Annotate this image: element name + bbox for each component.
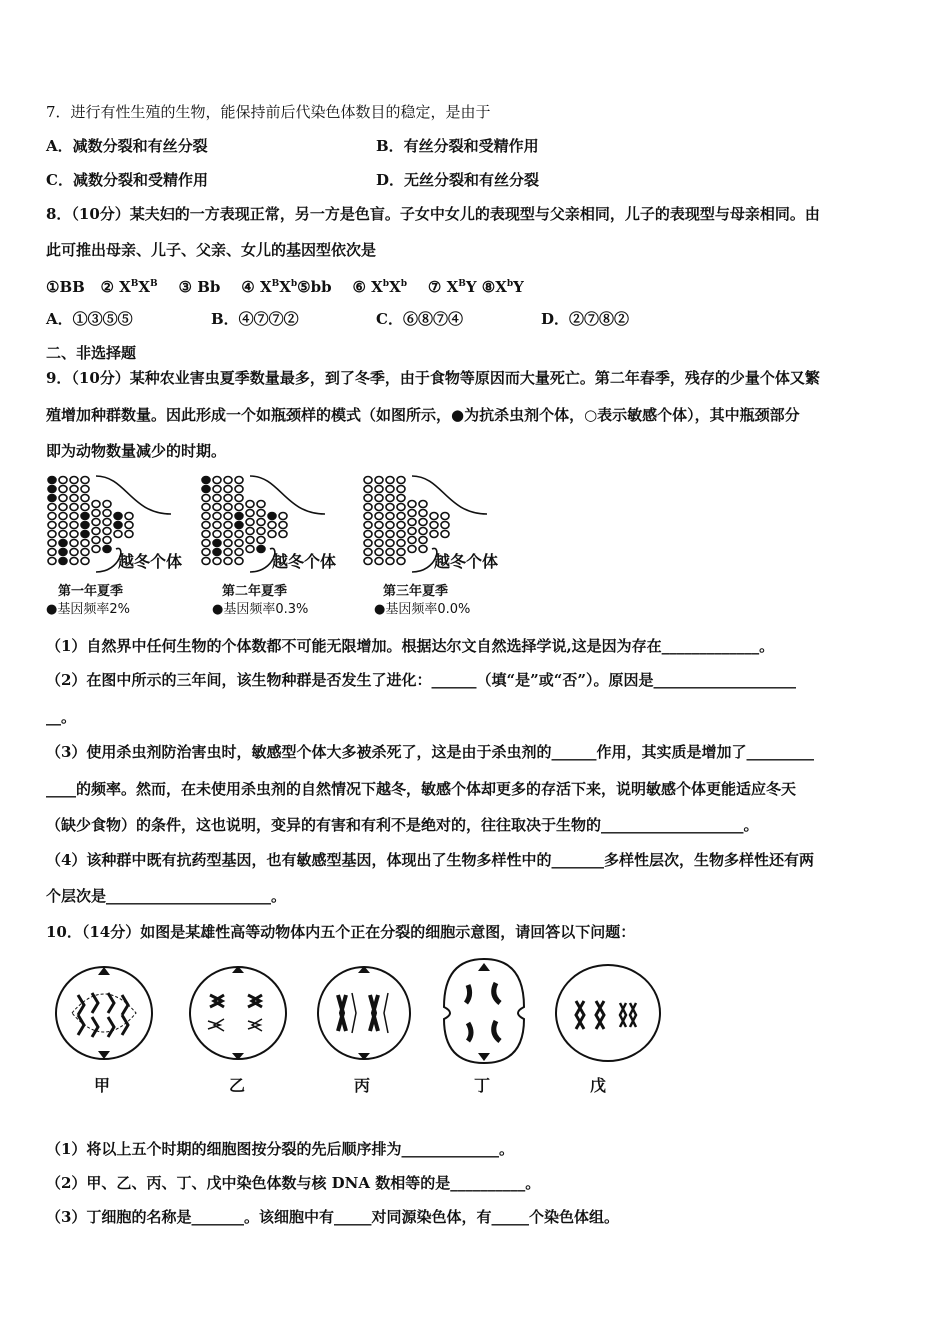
- individual-dot: [364, 513, 372, 520]
- individual-dot: [81, 477, 89, 484]
- individual-dot: [364, 486, 372, 493]
- winter-label-2: 越冬个体: [272, 552, 337, 571]
- individual-dot: [224, 558, 232, 565]
- individual-dot: [430, 522, 438, 529]
- genotype-2: ② $X^BX^B$: [100, 278, 158, 296]
- individual-dot: [397, 558, 405, 565]
- individual-dot: [213, 495, 221, 502]
- individual-dot: [419, 510, 427, 517]
- individual-dot: [103, 519, 111, 526]
- individual-dot: [375, 522, 383, 529]
- individual-dot: [397, 540, 405, 547]
- individual-dot: [213, 477, 221, 484]
- individual-dot: [224, 531, 232, 538]
- individual-dot: [70, 522, 78, 529]
- individual-dot: [268, 522, 276, 529]
- q9-stem-2: 殖增加种群数量。因此形成一个如瓶颈样的模式（如图所示，●为抗杀虫剂个体，○表示敏感个体），其中瓶颈部分: [46, 406, 800, 424]
- panel-title-1: 第一年夏季: [58, 584, 124, 599]
- individual-dot: [125, 513, 133, 520]
- individual-dot: [257, 519, 265, 526]
- individual-dot: [81, 486, 89, 493]
- individual-dot: [246, 546, 254, 553]
- cell-ding: [444, 959, 524, 1063]
- q8-option-d: D．②⑦⑧②: [541, 310, 630, 328]
- individual-dot: [81, 558, 89, 565]
- individual-dot: [59, 531, 67, 538]
- individual-dot: [397, 513, 405, 520]
- cell-division-diagrams: [48, 955, 688, 1065]
- individual-dot: [441, 513, 449, 520]
- individual-dot: [114, 513, 122, 520]
- individual-dot: [114, 522, 122, 529]
- individual-dot: [397, 495, 405, 502]
- individual-dot: [397, 504, 405, 511]
- individual-dot: [59, 486, 67, 493]
- q7-stem: 7．进行有性生殖的生物，能保持前后代染色体数目的稳定，是由于: [46, 103, 491, 121]
- individual-dot: [397, 486, 405, 493]
- individual-dot: [375, 477, 383, 484]
- individual-dot: [59, 513, 67, 520]
- individual-dot: [408, 519, 416, 526]
- individual-dot: [202, 504, 210, 511]
- winter-label-1: 越冬个体: [118, 552, 183, 571]
- cell-label-jia: 甲: [94, 1076, 111, 1095]
- q9-part-4b: 个层次是______________________。: [46, 887, 287, 905]
- individual-dot: [70, 504, 78, 511]
- individual-dot: [375, 513, 383, 520]
- cell-label-ding: 丁: [474, 1076, 491, 1095]
- individual-dot: [257, 537, 265, 544]
- individual-dot: [59, 549, 67, 556]
- individual-dot: [441, 531, 449, 538]
- individual-dot: [375, 504, 383, 511]
- individual-dot: [386, 495, 394, 502]
- individual-dot: [59, 495, 67, 502]
- individual-dot: [257, 528, 265, 535]
- individual-dot: [202, 558, 210, 565]
- individual-dot: [92, 537, 100, 544]
- cell-label-bing: 丙: [354, 1076, 371, 1095]
- individual-dot: [386, 522, 394, 529]
- cell-bing: [318, 966, 410, 1060]
- panel-freq-3: ●基因频率0.0%: [374, 602, 471, 617]
- individual-dot: [92, 546, 100, 553]
- individual-dot: [386, 558, 394, 565]
- individual-dot: [92, 519, 100, 526]
- individual-dot: [375, 558, 383, 565]
- q8-stem-1: 8．（10分）某夫妇的一方表现正常，另一方是色盲。子女中女儿的表现型与父亲相同，儿子的表现型与母亲相同。由: [46, 205, 820, 223]
- individual-dot: [408, 546, 416, 553]
- individual-dot: [48, 477, 56, 484]
- individual-dot: [408, 528, 416, 535]
- individual-dot: [103, 528, 111, 535]
- individual-dot: [364, 540, 372, 547]
- individual-dot: [235, 477, 243, 484]
- individual-dot: [114, 531, 122, 538]
- genotype-3: ③ Bb: [178, 278, 221, 296]
- individual-dot: [375, 540, 383, 547]
- individual-dot: [408, 510, 416, 517]
- individual-dot: [213, 504, 221, 511]
- q9-part-2b: __。: [46, 708, 77, 726]
- individual-dot: [92, 501, 100, 508]
- individual-dot: [419, 501, 427, 508]
- individual-dot: [235, 540, 243, 547]
- individual-dot: [235, 504, 243, 511]
- individual-dot: [246, 519, 254, 526]
- individual-dot: [235, 549, 243, 556]
- individual-dot: [81, 549, 89, 556]
- individual-dot: [257, 510, 265, 517]
- individual-dot: [246, 510, 254, 517]
- individual-dot: [375, 495, 383, 502]
- individual-dot: [92, 528, 100, 535]
- panel-freq-2: ●基因频率0.3%: [212, 602, 309, 617]
- section-heading: 二、非选择题: [46, 344, 137, 362]
- individual-dot: [397, 531, 405, 538]
- individual-dot: [386, 504, 394, 511]
- individual-dot: [235, 495, 243, 502]
- individual-dot: [441, 522, 449, 529]
- individual-dot: [202, 477, 210, 484]
- individual-dot: [386, 531, 394, 538]
- individual-dot: [48, 531, 56, 538]
- individual-dot: [224, 522, 232, 529]
- individual-dot: [408, 537, 416, 544]
- q10-part-3: （3）丁细胞的名称是_______。该细胞中有_____对同源染色体，有_____个染色体组。: [46, 1208, 619, 1226]
- individual-dot: [70, 486, 78, 493]
- individual-dot: [224, 540, 232, 547]
- individual-dot: [70, 495, 78, 502]
- cell-jia: [56, 967, 152, 1059]
- genotype-4-5: ④ $X^BX^b⑤bb$: [241, 278, 332, 296]
- individual-dot: [202, 522, 210, 529]
- q9-stem-3: 即为动物数量减少的时期。: [46, 442, 227, 460]
- individual-dot: [48, 522, 56, 529]
- individual-dot: [364, 549, 372, 556]
- individual-dot: [419, 546, 427, 553]
- q9-part-4a: （4）该种群中既有抗药型基因，也有敏感型基因，体现出了生物多样性中的_______多样性层次，生物多样性还有两: [46, 851, 814, 869]
- individual-dot: [213, 531, 221, 538]
- individual-dot: [268, 531, 276, 538]
- individual-dot: [235, 486, 243, 493]
- individual-dot: [257, 546, 265, 553]
- individual-dot: [59, 477, 67, 484]
- q9-part-3b: ____的频率。然而，在未使用杀虫剂的自然情况下越冬，敏感个体却更多的存活下来，说明敏感个体更能适应冬天: [46, 780, 797, 798]
- individual-dot: [364, 477, 372, 484]
- individual-dot: [70, 477, 78, 484]
- q9-stem-1: 9．（10分）某种农业害虫夏季数量最多，到了冬季，由于食物等原因而大量死亡。第二年春季，残存的少量个体又繁: [46, 369, 820, 387]
- individual-dot: [279, 513, 287, 520]
- individual-dot: [386, 477, 394, 484]
- panel-title-3: 第三年夏季: [383, 584, 449, 599]
- individual-dot: [70, 549, 78, 556]
- individual-dot: [224, 549, 232, 556]
- individual-dot: [202, 495, 210, 502]
- individual-dot: [430, 531, 438, 538]
- individual-dot: [375, 486, 383, 493]
- individual-dot: [235, 531, 243, 538]
- individual-dot: [235, 558, 243, 565]
- q8-stem-2: 此可推出母亲、儿子、父亲、女儿的基因型依次是: [46, 241, 377, 259]
- individual-dot: [364, 531, 372, 538]
- individual-dot: [213, 558, 221, 565]
- individual-dot: [202, 513, 210, 520]
- individual-dot: [202, 531, 210, 538]
- q8-genotypes: [46, 274, 524, 297]
- panel-title-2: 第二年夏季: [222, 584, 288, 599]
- q8-option-a: A．①③⑤⑤: [46, 310, 133, 328]
- individual-dot: [81, 522, 89, 529]
- individual-dot: [268, 513, 276, 520]
- individual-dot: [224, 495, 232, 502]
- q7-option-a: A．减数分裂和有丝分裂: [46, 137, 208, 155]
- individual-dot: [48, 540, 56, 547]
- individual-dot: [81, 540, 89, 547]
- individual-dot: [419, 519, 427, 526]
- individual-dot: [59, 540, 67, 547]
- individual-dot: [364, 504, 372, 511]
- individual-dot: [397, 477, 405, 484]
- individual-dot: [48, 504, 56, 511]
- individual-dot: [397, 522, 405, 529]
- individual-dot: [59, 522, 67, 529]
- individual-dot: [375, 531, 383, 538]
- genotype-6: ⑥ $X^bX^b$: [352, 278, 408, 296]
- individual-dot: [386, 513, 394, 520]
- q7-option-d: D．无丝分裂和有丝分裂: [376, 171, 540, 189]
- individual-dot: [224, 513, 232, 520]
- individual-dot: [364, 495, 372, 502]
- cell-yi: [190, 966, 286, 1060]
- individual-dot: [246, 501, 254, 508]
- q10-part-2: （2）甲、乙、丙、丁、戊中染色体数与核 DNA 数相等的是__________。: [46, 1174, 541, 1192]
- individual-dot: [213, 549, 221, 556]
- individual-dot: [279, 531, 287, 538]
- individual-dot: [125, 531, 133, 538]
- q9-part-3a: （3）使用杀虫剂防治害虫时，敏感型个体大多被杀死了，这是由于杀虫剂的______作用，其实质是增加了_________: [46, 743, 814, 761]
- individual-dot: [408, 501, 416, 508]
- individual-dot: [202, 549, 210, 556]
- individual-dot: [213, 486, 221, 493]
- individual-dot: [419, 537, 427, 544]
- cell-wu: [556, 965, 660, 1061]
- individual-dot: [419, 528, 427, 535]
- individual-dot: [386, 549, 394, 556]
- individual-dot: [81, 504, 89, 511]
- cell-label-yi: 乙: [229, 1076, 246, 1095]
- genotype-1: ①BB: [46, 278, 85, 296]
- individual-dot: [81, 513, 89, 520]
- individual-dot: [103, 537, 111, 544]
- individual-dot: [224, 477, 232, 484]
- individual-dot: [103, 546, 111, 553]
- individual-dot: [81, 531, 89, 538]
- q8-option-b: B．④⑦⑦②: [211, 310, 299, 328]
- individual-dot: [246, 528, 254, 535]
- individual-dot: [386, 540, 394, 547]
- q9-part-3c: （缺少食物）的条件，这也说明，变异的有害和有利不是绝对的，往往取决于生物的___________________。: [46, 816, 759, 834]
- individual-dot: [235, 513, 243, 520]
- individual-dot: [70, 558, 78, 565]
- individual-dot: [59, 504, 67, 511]
- individual-dot: [48, 495, 56, 502]
- genotype-7-8: ⑦ $X^BY$ $⑧X^bY$: [427, 278, 524, 296]
- individual-dot: [202, 540, 210, 547]
- individual-dot: [59, 558, 67, 565]
- q7-option-c: C．减数分裂和受精作用: [46, 171, 208, 189]
- individual-dot: [235, 522, 243, 529]
- individual-dot: [48, 513, 56, 520]
- individual-dot: [224, 486, 232, 493]
- individual-dot: [81, 495, 89, 502]
- winter-label-3: 越冬个体: [434, 552, 499, 571]
- individual-dot: [103, 510, 111, 517]
- individual-dot: [430, 513, 438, 520]
- individual-dot: [92, 510, 100, 517]
- q10-part-1: （1）将以上五个时期的细胞图按分裂的先后顺序排为_____________。: [46, 1140, 514, 1158]
- individual-dot: [224, 504, 232, 511]
- individual-dot: [364, 522, 372, 529]
- individual-dot: [70, 531, 78, 538]
- individual-dot: [213, 513, 221, 520]
- q9-part-1: （1）自然界中任何生物的个体数都不可能无限增加。根据达尔文自然选择学说,这是因为存在_____________。: [46, 637, 775, 655]
- individual-dot: [125, 522, 133, 529]
- individual-dot: [257, 501, 265, 508]
- q7-option-b: B．有丝分裂和受精作用: [376, 137, 539, 155]
- individual-dot: [48, 549, 56, 556]
- individual-dot: [397, 549, 405, 556]
- cell-label-wu: 戊: [590, 1076, 607, 1095]
- individual-dot: [48, 558, 56, 565]
- individual-dot: [202, 486, 210, 493]
- panel-freq-1: ●基因频率2%: [46, 602, 130, 617]
- individual-dot: [213, 540, 221, 547]
- individual-dot: [70, 513, 78, 520]
- individual-dot: [364, 558, 372, 565]
- individual-dot: [70, 540, 78, 547]
- q9-part-2a: （2）在图中所示的三年间，该生物种群是否发生了进化：______（填“是”或“否”）。原因是___________________: [46, 671, 796, 689]
- individual-dot: [246, 537, 254, 544]
- q8-option-c: C．⑥⑧⑦④: [376, 310, 463, 328]
- individual-dot: [48, 486, 56, 493]
- individual-dot: [375, 549, 383, 556]
- individual-dot: [386, 486, 394, 493]
- q10-stem: 10．（14分）如图是某雄性高等动物体内五个正在分裂的细胞示意图，请回答以下问题：: [46, 923, 636, 941]
- individual-dot: [279, 522, 287, 529]
- individual-dot: [103, 501, 111, 508]
- individual-dot: [213, 522, 221, 529]
